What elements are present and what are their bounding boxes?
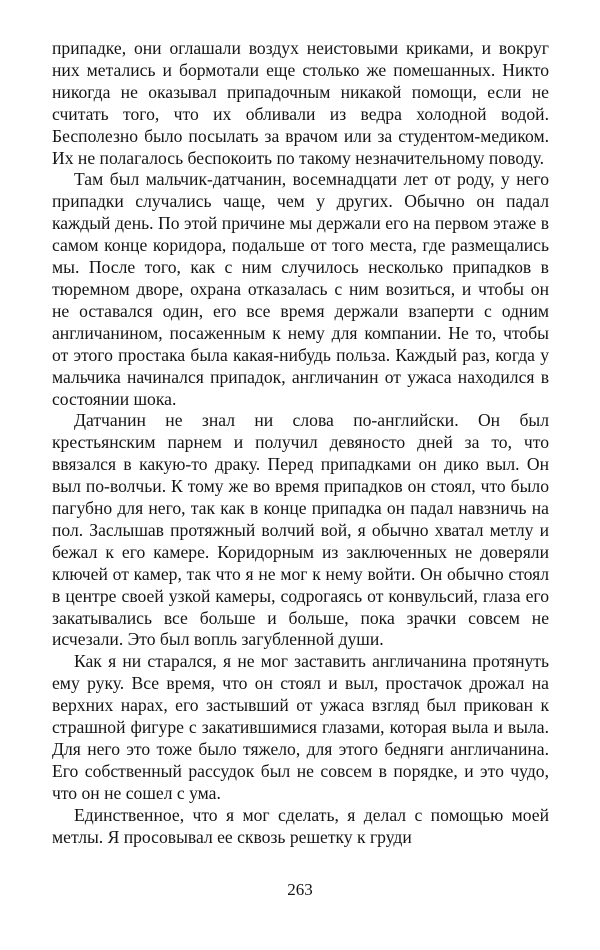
- paragraph-4: Как я ни старался, я не мог заставить англичанина протянуть ему руку. Все время, что он стоял и выл, простачок дрожал на верхних нарах, его застывший от ужаса взгляд был прикован к страшной фигуре с закатившимися глазами, которая выла и выла. Для него это тоже было тяжело, для этого бедняги англичанина. Его собственный рассудок был не совсем в порядке, и это чудо, что он не сошел с ума.: [52, 651, 549, 803]
- paragraph-1: припадке, они оглашали воздух неистовыми криками, и вокруг них метались и бормотали еще столько же помешанных. Никто никогда не оказывал припадочным никакой помощи, если не считать того, что их обливали из ведра холодной водой. Бесполезно было посылать за врачом или за студентом-медиком. Их не полагалось беспокоить по такому незначительному поводу.: [52, 38, 549, 168]
- paragraph-2: Там был мальчик-датчанин, восемнадцати лет от роду, у него припадки случались чаще, чем у других. Обычно он падал каждый день. По этой причине мы держали его на первом этаже в самом конце коридора, подальше от того места, где размещались мы. После того, как с ним случилось несколько припадков в тюремном дворе, охрана отказалась с ним возиться, и чтобы он не оставался один, его все время держали взаперти с одним англичанином, посаженным к нему для компании. Не то, чтобы от этого простака была какая-нибудь польза. Каждый раз, когда у мальчика начинался припадок, англичанин от ужаса находился в состоянии шока.: [52, 169, 549, 409]
- paragraph-3: Датчанин не знал ни слова по-английски. Он был крестьянским парнем и получил девяносто дней за то, что ввязался в какую-то драку. Перед припадками он дико выл. Он выл по-волчьи. К тому же во время припадков он стоял, что было пагубно для него, так как в конце припадка он падал навзничь на пол. Заслышав протяжный волчий вой, я обычно хватал метлу и бежал к его камере. Коридорным из заключенных не доверяли ключей от камер, так что я не мог к нему войти. Он обычно стоял в центре своей узкой камеры, содрогаясь от конвульсий, глаза его закатывались все больше и больше, пока зрачки совсем не исчезали. Это был вопль загубленной души.: [52, 410, 549, 650]
- page-body: [52, 38, 549, 849]
- paragraph-5: Единственное, что я мог сделать, я делал с помощью моей метлы. Я просовывал ее сквозь решетку к груди: [52, 804, 549, 847]
- page-number: 263: [287, 880, 313, 899]
